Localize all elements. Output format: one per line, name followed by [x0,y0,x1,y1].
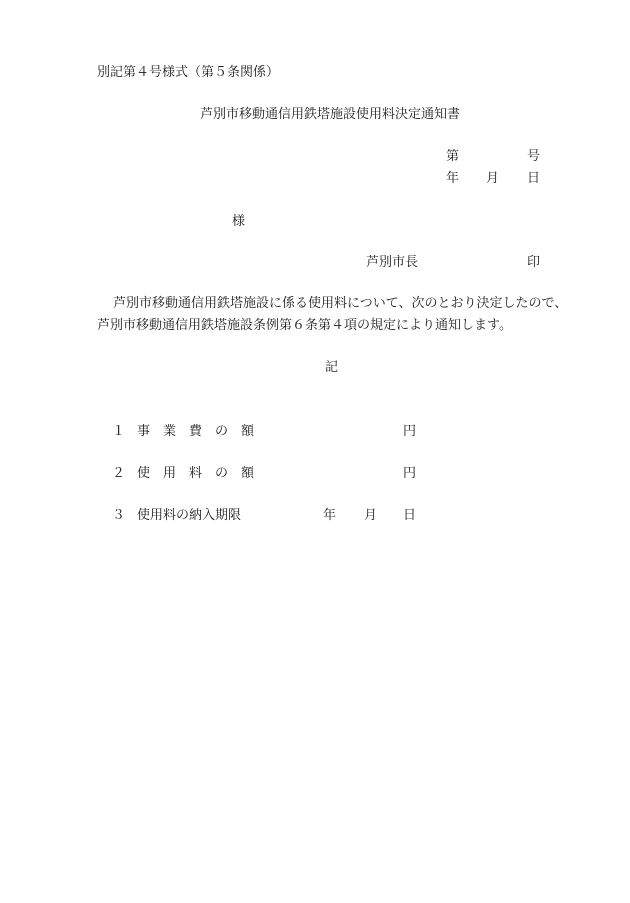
item-label: 使 用 料 の 額 [137,466,255,481]
item-number: １ [112,424,126,439]
recipient-honorific: 様 [232,214,246,229]
document-title: 芦別市移動通信用鉄塔施設使用料決定通知書 [200,107,461,122]
item-number: ３ [112,508,126,523]
item-unit: 円 [403,424,417,439]
date-day-label: 日 [527,171,541,186]
item-number: ２ [112,466,126,481]
item-year-label: 年 [323,508,337,523]
body-text-line: 芦別市移動通信用鉄塔施設条例第６条第４項の規定により通知します。 [97,318,512,333]
item-unit: 円 [403,466,417,481]
body-text-line: 芦別市移動通信用鉄塔施設に係る使用料について、次のとおり決定したので、 [113,296,568,311]
issuer-name: 芦別市長 [366,255,419,270]
date-month-label: 月 [486,171,500,186]
issuer-seal-mark: 印 [527,255,541,270]
doc-number-suffix: 号 [527,149,541,164]
form-label: 別記第４号様式（第５条関係） [97,65,280,80]
doc-number-prefix: 第 [446,149,460,164]
item-day-label: 日 [403,508,417,523]
item-label: 事 業 費 の 額 [137,424,255,439]
date-year-label: 年 [446,171,460,186]
item-month-label: 月 [364,508,378,523]
ki-heading: 記 [325,360,339,375]
item-label: 使用料の納入期限 [137,508,242,523]
